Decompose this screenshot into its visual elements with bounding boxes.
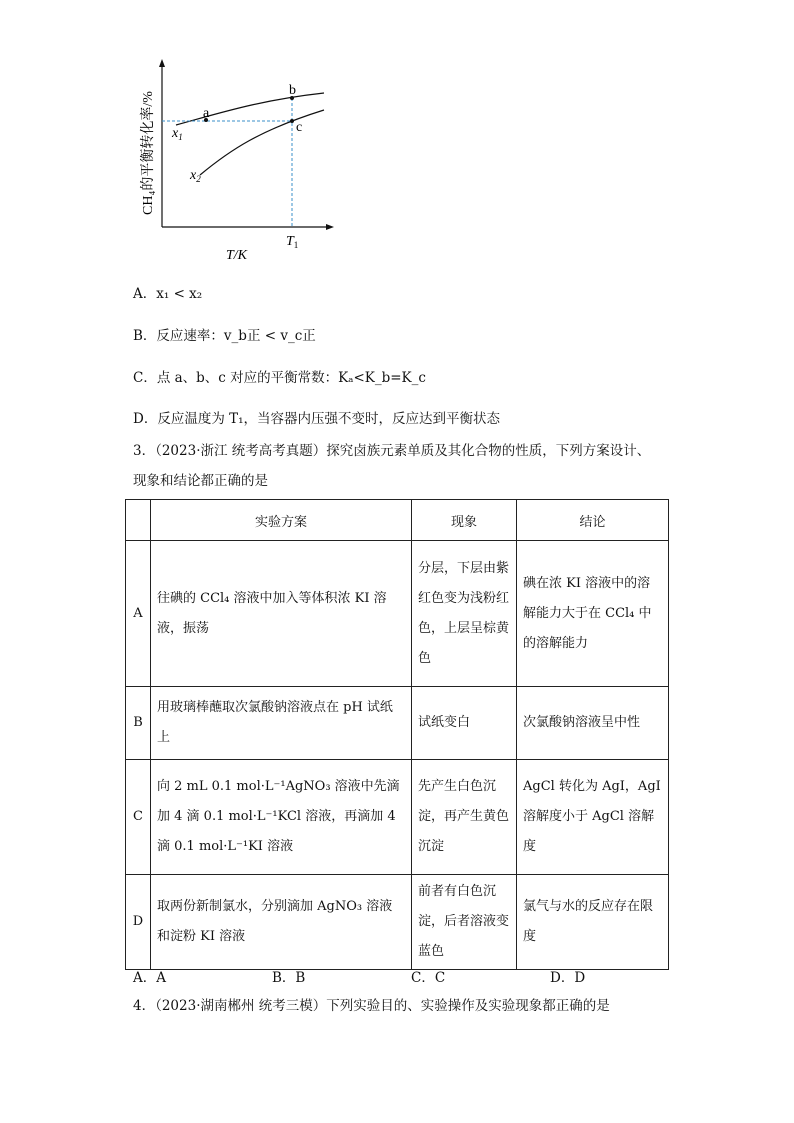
y-axis-arrow: [159, 59, 165, 67]
q3-answers: [133, 966, 689, 986]
row-phenomenon: 前者有白色沉淀，后者溶液变蓝色: [412, 875, 517, 970]
row-label: A: [126, 541, 151, 687]
curve-x1-label: $x_1$: [172, 126, 183, 142]
header-phenomenon: 现象: [412, 500, 517, 541]
table-row: [126, 875, 669, 970]
q2-option-a: A．x₁ < x₂: [133, 286, 203, 302]
header-plan: 实验方案: [151, 500, 412, 541]
table-header-row: [126, 500, 669, 541]
answer-c: C．C: [411, 970, 446, 986]
point-c-label: c: [296, 120, 303, 135]
row-phenomenon: 分层，下层由紫红色变为浅粉红色，上层呈棕黄色: [412, 541, 517, 687]
answer-b: B．B: [272, 970, 306, 986]
q4-stem: 4．（2023·湖南郴州 统考三模）下列实验目的、实验操作及实验现象都正确的是: [133, 998, 610, 1014]
row-plan: 往碘的 CCl₄ 溶液中加入等体积浓 KI 溶液，振荡: [151, 541, 412, 687]
point-a-label: a: [203, 106, 210, 121]
q3-stem-line2: 现象和结论都正确的是: [133, 473, 268, 489]
curve-x2-label: $x_2$: [190, 168, 201, 184]
row-plan: 取两份新制氯水，分别滴加 AgNO₃ 溶液和淀粉 KI 溶液: [151, 875, 412, 970]
row-plan: 向 2 mL 0.1 mol·L⁻¹AgNO₃ 溶液中先滴加 4 滴 0.1 mol·L⁻¹KCl 溶液，再滴加 4 滴 0.1 mol·L⁻¹KI 溶液: [151, 760, 412, 875]
row-conclusion: 次氯酸钠溶液呈中性: [517, 687, 669, 760]
row-conclusion: 氯气与水的反应存在限度: [517, 875, 669, 970]
x-axis-label: T/K: [226, 248, 248, 263]
row-label: D: [126, 875, 151, 970]
point-c-dot: [290, 119, 294, 123]
conversion-rate-figure: [130, 55, 350, 270]
curve-x2: [200, 110, 324, 175]
t1-label: $T_1$: [286, 234, 299, 250]
row-label: C: [126, 760, 151, 875]
q2-option-d: D．反应温度为 T₁，当容器内压强不变时，反应达到平衡状态: [133, 411, 501, 427]
row-phenomenon: 先产生白色沉淀，再产生黄色沉淀: [412, 760, 517, 875]
answer-d: D．D: [550, 970, 586, 986]
x-axis-arrow: [326, 224, 334, 230]
answer-a: A．A: [133, 970, 166, 986]
q2-option-c: C．点 a、b、c 对应的平衡常数：Kₐ<K_b=K_c: [133, 370, 426, 386]
table-row: [126, 687, 669, 760]
point-b-label: b: [289, 83, 296, 98]
row-phenomenon: 试纸变白: [412, 687, 517, 760]
header-blank: [126, 500, 151, 541]
q3-table: [125, 499, 669, 970]
table-row: [126, 541, 669, 687]
q3-stem-line1: 3．（2023·浙江 统考高考真题）探究卤族元素单质及其化合物的性质，下列方案设计、: [133, 443, 651, 459]
row-conclusion: 碘在浓 KI 溶液中的溶解能力大于在 CCl₄ 中的溶解能力: [517, 541, 669, 687]
row-label: B: [126, 687, 151, 760]
table-row: [126, 760, 669, 875]
q2-option-b: B．反应速率：v_b正 < v_c正: [133, 328, 316, 344]
row-conclusion: AgCl 转化为 AgI，AgI 溶解度小于 AgCl 溶解度: [517, 760, 669, 875]
row-plan: 用玻璃棒蘸取次氯酸钠溶液点在 pH 试纸上: [151, 687, 412, 760]
header-conclusion: 结论: [517, 500, 669, 541]
y-axis-label: CH₄的平衡转化率/%: [141, 91, 156, 215]
